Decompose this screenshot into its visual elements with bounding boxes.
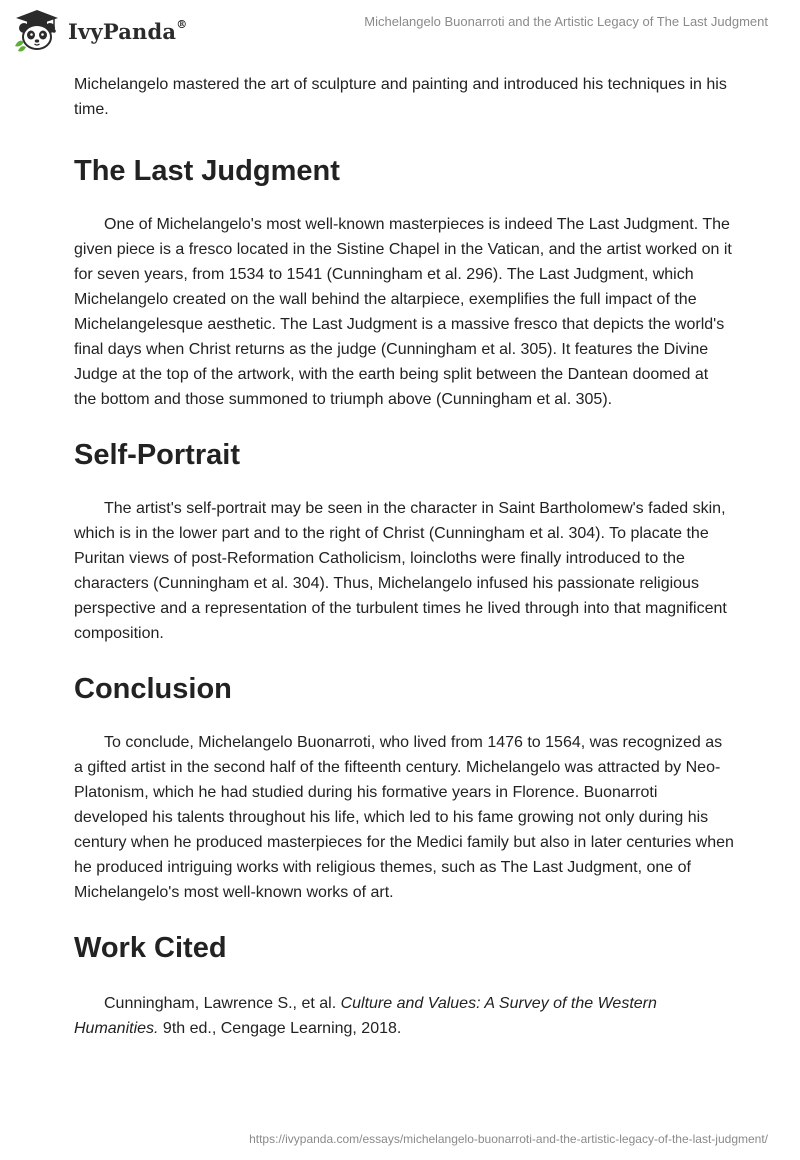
logo-wordmark [68,19,187,44]
section-heading-self-portrait: Self-Portrait [74,439,240,471]
logo-text: IvyPanda [68,18,177,44]
ivypanda-logo[interactable] [12,8,187,52]
page-footer [249,1132,768,1146]
works-cited-heading: Work Cited [74,932,227,964]
registered-mark: ® [176,17,188,31]
section-heading-conclusion: Conclusion [74,673,232,705]
page-header [0,0,800,60]
citation-title: Culture and Values: A Survey of the Western Humanities. [74,995,657,1037]
works-cited-entry [74,991,734,1041]
section-paragraph-last-judgment: One of Michelangelo's most well-known masterpieces is indeed The Last Judgment. The given piece is a fresco located in the Sistine Chapel in the Vatican, and the artist worked on it for seven years, from 1534 to 1541 (Cunningham et al. 296). The Last Judgment, which Michelangelo created on the wall behind the altarpiece, exemplifies the full impact of the Michelangelesque aesthetic. The Last Judgment is a massive fresco that depicts the world's final days when Christ returns as the judge (Cunningham et al. 305). It features the Divine Judge at the top of the artwork, with the earth being split between the Dantean doomed at the bottom and those summoned to triumph above (Cunningham et al. 305). [74,216,732,408]
section-paragraph-conclusion: To conclude, Michelangelo Buonarroti, who lived from 1476 to 1564, was recognized as a gifted artist in the second half of the fifteenth century. Michelangelo was attracted by Neo-Platonism, which he had studied during his formative years in Florence. Buonarroti developed his talents throughout his life, which led to his fame growing not only during his century when he produced masterpieces for the Medici family but also in later centuries when he produced intriguing works with religious themes, such as The Last Judgment, one of Michelangelo's most well-known works of art. [74,734,734,901]
citation-authors: Cunningham, Lawrence S., et al. [104,995,341,1012]
panda-graduate-icon [12,8,62,52]
citation-publication: 9th ed., Cengage Learning, 2018. [158,1020,402,1037]
document-title: Michelangelo Buonarroti and the Artistic Legacy of The Last Judgment [364,14,768,29]
source-url-link[interactable]: https://ivypanda.com/essays/michelangelo-buonarroti-and-the-artistic-legacy-of-the-last-judgment/ [249,1132,768,1146]
essay-content [74,72,734,1041]
section-paragraph-self-portrait: The artist's self-portrait may be seen in the character in Saint Bartholomew's faded skin, which is in the lower part and to the right of Christ (Cunningham et al. 304). To placate the Puritan views of post-Reformation Catholicism, loincloths were finally introduced to the characters (Cunningham et al. 304). Thus, Michelangelo infused his passionate religious perspective and a representation of the turbulent times he lived through into that magnificent composition. [74,500,727,642]
intro-paragraph: Michelangelo mastered the art of sculpture and painting and introduced his techniques in his time. [74,76,727,118]
section-heading-last-judgment: The Last Judgment [74,155,340,187]
